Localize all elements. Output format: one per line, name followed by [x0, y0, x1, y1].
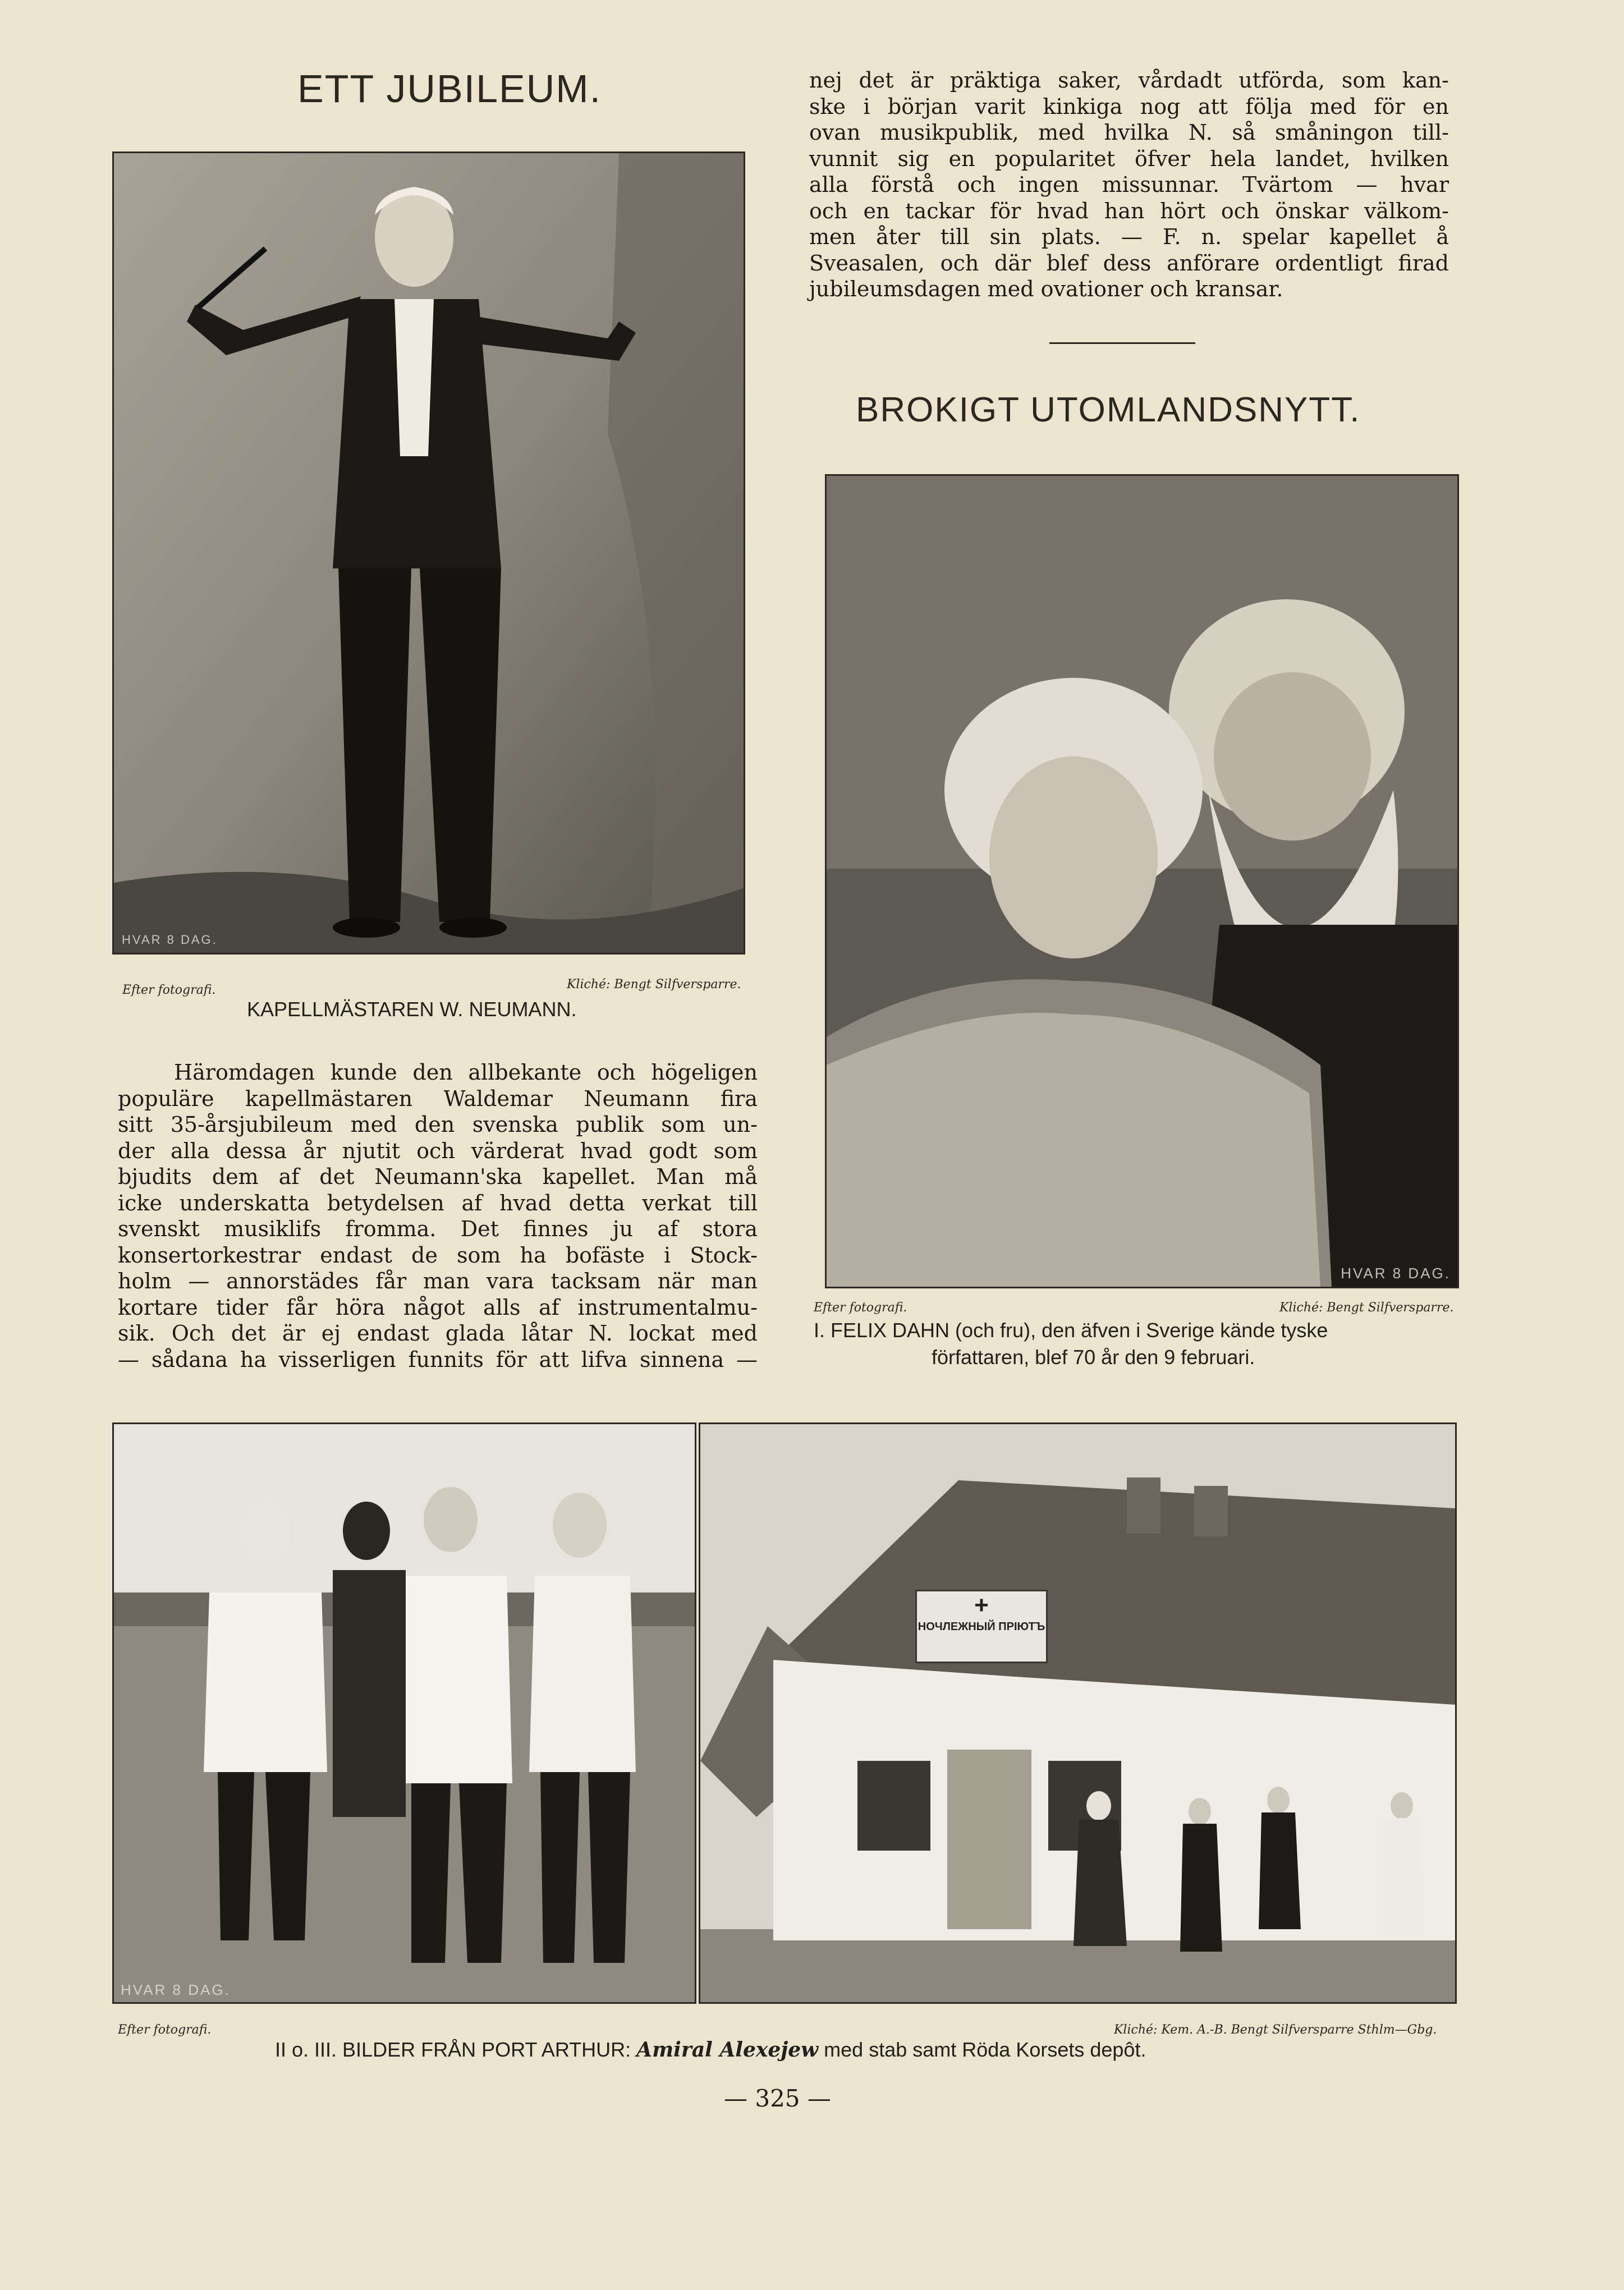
photo-watermark: HVAR 8 DAG. [1341, 1265, 1451, 1282]
article1-heading: ETT JUBILEUM. [297, 67, 602, 111]
body-line: Sveasalen, och där blef dess anförare ordentligt firad [809, 250, 1449, 276]
neumann-photo-credit-left: Efter fotografi. [122, 983, 216, 997]
body-line: — sådana ha visserligen funnits för att lifva sinnena — [118, 1347, 758, 1372]
article1-continuation [809, 67, 1449, 302]
depot-sign [915, 1590, 1048, 1663]
body-line: ske i början varit kinkiga nog att följa med för en [809, 94, 1449, 119]
dahn-photo-caption-line1: I. FELIX DAHN (och fru), den äfven i Sverige kände tyske [814, 1319, 1328, 1342]
body-line: sitt 35-årsjubileum med den svenska publik som un- [118, 1112, 758, 1137]
bottom-caption [275, 2038, 1146, 2062]
depot-building-illustration [700, 1424, 1455, 2002]
body-line: kortare tider får höra något alls af instrumentalmu- [118, 1295, 758, 1320]
body-line: sik. Och det är ej endast glada låtar N. lockat med [118, 1321, 758, 1346]
body-line: der alla dessa år njutit och värderat hvad godt som [118, 1138, 758, 1163]
page-number: — 325 — [724, 2085, 831, 2112]
neumann-photo-caption: KAPELLMÄSTAREN W. NEUMANN. [247, 998, 577, 1021]
bottom-photo-credit-right: Kliché: Kem. A.-B. Bengt Silfversparre Sthlm—Gbg. [1114, 2023, 1437, 2037]
dahn-couple-photo [825, 474, 1459, 1288]
body-line: nej det är präktiga saker, vårdadt utförda, som kan- [809, 68, 1449, 93]
body-line: bjudits dem af det Neumann'ska kapellet. Man må [118, 1164, 758, 1189]
body-line: vunnit sig en popularitet öfver hela landet, hvilken [809, 146, 1449, 171]
couple-portrait-illustration [827, 476, 1457, 1287]
neumann-photo-credit-right: Kliché: Bengt Silfversparre. [567, 978, 741, 992]
body-line: ovan musikpublik, med hvilka N. så småningon till- [809, 120, 1449, 145]
body-line: men åter till sin plats. — F. n. spelar kapellet å [809, 224, 1449, 249]
officers-group-illustration [114, 1424, 695, 2002]
photo-watermark: HVAR 8 DAG. [121, 1981, 231, 1998]
body-line: konsertorkestrar endast de som ha bofäste i Stock- [118, 1242, 758, 1268]
dahn-photo-credit-left: Efter fotografi. [814, 1301, 907, 1315]
bottom-caption-suffix: med stab samt Röda Korsets depôt. [818, 2038, 1146, 2061]
photo-watermark: HVAR 8 DAG. [122, 933, 218, 947]
dahn-photo-caption-line2: författaren, blef 70 år den 9 februari. [932, 1346, 1255, 1369]
port-arthur-officers-photo [112, 1422, 696, 2004]
body-line: icke underskatta betydelsen af hvad detta verkat till [118, 1190, 758, 1215]
neumann-portrait-photo [112, 152, 745, 954]
body-line: holm — annorstädes får man vara tacksam när man [118, 1269, 758, 1293]
red-cross-depot-photo [699, 1422, 1457, 2004]
bottom-photo-credit-left: Efter fotografi. [118, 2023, 212, 2037]
section-divider [1049, 342, 1195, 344]
body-line: Häromdagen kunde den allbekante och högeligen [174, 1060, 758, 1085]
bottom-caption-italic: Amiral Alexejew [636, 2038, 819, 2062]
article1-body [118, 1059, 758, 1373]
body-line: svenskt musiklifs fromma. Det finnes ju af stora [118, 1217, 758, 1241]
red-cross-icon: + [974, 1591, 989, 1619]
body-line: alla förstå och ingen missunnar. Tvärtom — hvar [809, 172, 1449, 197]
body-line: populäre kapellmästaren Waldemar Neumann fira [118, 1086, 758, 1111]
depot-sign-text: НОЧЛЕЖНЫЙ ПРІЮТЪ [917, 1621, 1045, 1633]
body-line: och en tackar för hvad han hört och önskar välkom- [809, 198, 1449, 223]
conductor-figure-illustration [114, 153, 744, 953]
bottom-caption-prefix: II o. III. BILDER FRÅN PORT ARTHUR: [275, 2038, 637, 2061]
body-line: jubileumsdagen med ovationer och kransar. [809, 277, 1283, 301]
dahn-photo-credit-right: Kliché: Bengt Silfversparre. [1279, 1301, 1454, 1315]
article2-heading: BROKIGT UTOMLANDSNYTT. [856, 391, 1361, 429]
